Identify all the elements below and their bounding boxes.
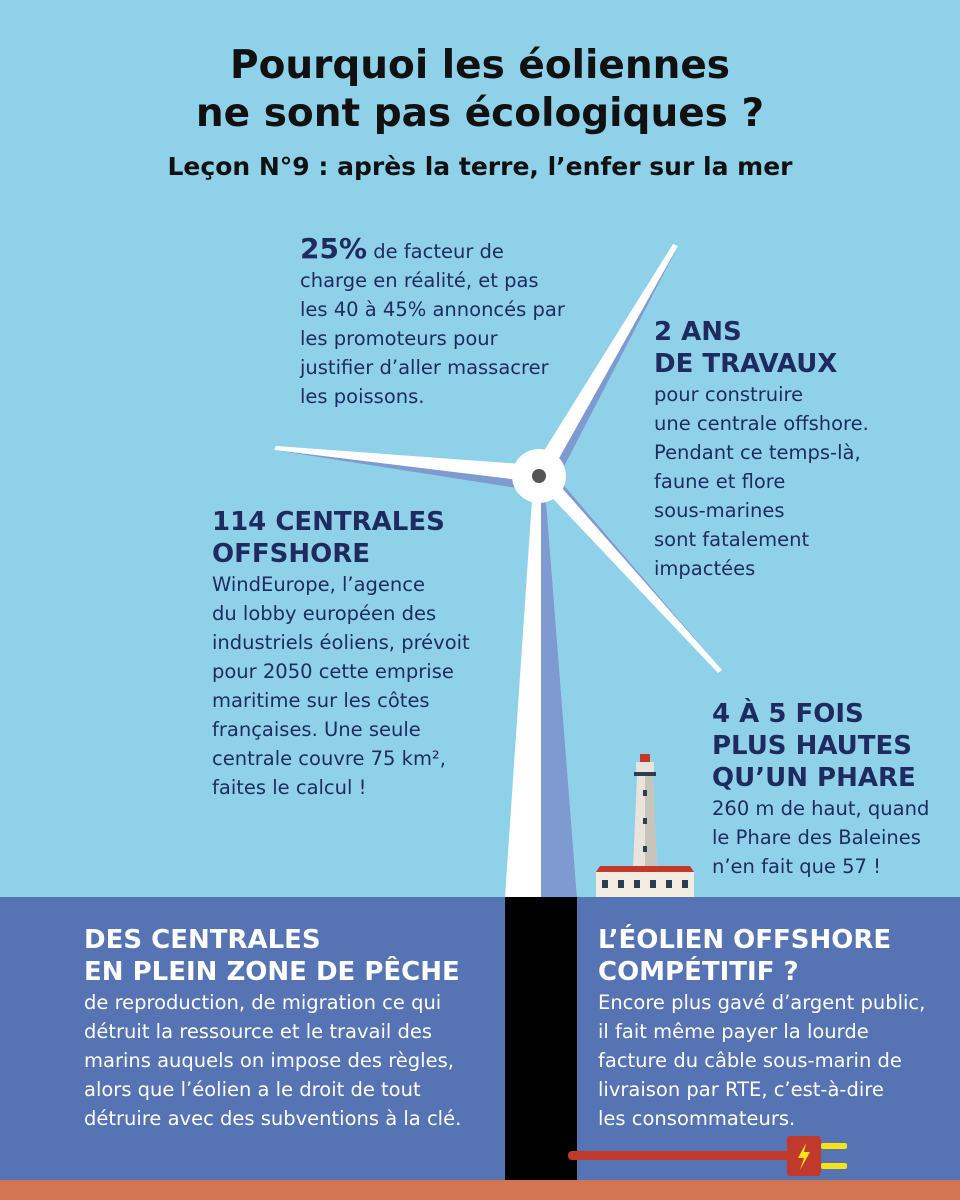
facteur-highlight: 25%: [300, 232, 368, 265]
peche-heading-1: DES CENTRALES: [84, 925, 321, 955]
turbine-blade-left: [274, 446, 535, 490]
travaux-heading-2: DE TRAVAUX: [654, 349, 838, 379]
centrales-heading-1: 114 CENTRALES: [212, 507, 445, 537]
page-title-line2: ne sont pas écologiques ?: [195, 91, 765, 136]
page-subtitle: Leçon N°9 : après la terre, l’enfer sur la mer: [167, 152, 793, 181]
competitif-heading-2: COMPÉTITIF ?: [598, 957, 799, 987]
competitif-block: L’ÉOLIEN OFFSHORE COMPÉTITIF ? Encore plus gavé d’argent public, il fait même payer la lourde facture du câble sous-marin de livraison par RTE, c’est-à-dire les consommateurs.: [598, 924, 948, 1133]
centrales-heading-2: OFFSHORE: [212, 539, 370, 569]
peche-block: DES CENTRALES EN PLEIN ZONE DE PÊCHE de reproduction, de migration ce qui détruit la ressource et le travail des marins auquels on impose des règles, alors que l’éolien a le droit de tout détruire avec des subventions à la clé.: [84, 924, 504, 1133]
peche-heading-2: EN PLEIN ZONE DE PÊCHE: [84, 957, 460, 987]
phare-heading-3: QU’UN PHARE: [712, 763, 916, 793]
turbine-foundation: [505, 897, 577, 1180]
phare-heading-1: 4 À 5 FOIS: [712, 699, 864, 729]
page-title-line1: Pourquoi les éoliennes: [229, 43, 731, 88]
turbine-hub-center: [532, 469, 546, 483]
travaux-block: 2 ANS DE TRAVAUX pour construire une centrale offshore. Pendant ce temps-là, faune et flore sous-marines sont fatalement impactées: [654, 316, 954, 583]
cable-plug-icon: [568, 1136, 847, 1176]
phare-heading-2: PLUS HAUTES: [712, 731, 913, 761]
phare-block: 4 À 5 FOIS PLUS HAUTES QU’UN PHARE 260 m de haut, quand le Phare des Baleines n’en fait que 57 !: [712, 698, 957, 881]
facteur-block: 25% de facteur de charge en réalité, et pas les 40 à 45% annoncés par les promoteurs pour justifier d’aller massacrer les poissons.: [300, 232, 565, 408]
centrales-block: 114 CENTRALES OFFSHORE WindEurope, l’agence du lobby européen des industriels éoliens, prévoit pour 2050 cette emprise maritime sur les côtes françaises. Une seule centrale couvre 75 km², faites le calcul !: [212, 506, 512, 802]
lighthouse-icon: [596, 754, 694, 897]
travaux-heading-1: 2 ANS: [654, 317, 742, 347]
competitif-heading-1: L’ÉOLIEN OFFSHORE: [598, 925, 892, 955]
